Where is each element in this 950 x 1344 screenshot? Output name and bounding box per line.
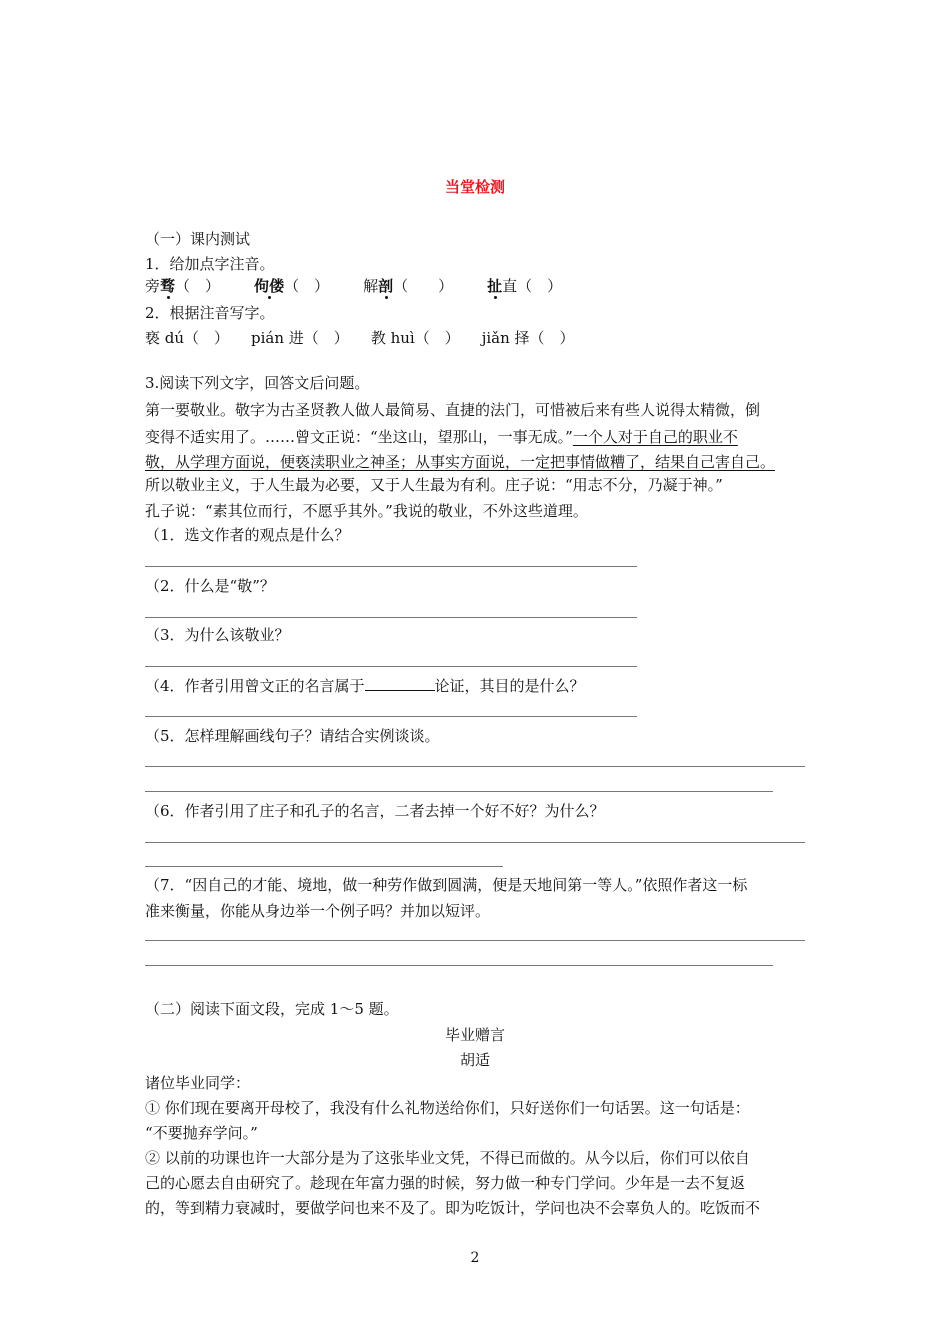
passage-line-5: 孔子说：“素其位而行，不愿乎其外。”我说的敬业，不外这些道理。 — [145, 502, 588, 520]
q2-item-1: 亵 dú（ ） — [145, 329, 230, 347]
question-3: （3．为什么该敬业？ — [145, 626, 290, 644]
underlined-sentence-part-1: 一个人对于自己的职业不 — [572, 428, 738, 446]
q1-item-1: 旁骛（ ） — [145, 277, 221, 295]
q2-item-4: jiǎn 择（ ） — [481, 329, 575, 347]
answer-line[interactable] — [145, 791, 773, 792]
answer-line[interactable] — [145, 566, 637, 567]
paragraph-1-line-2: “不要抛弃学问。” — [145, 1124, 258, 1142]
paragraph-2-line-3: 的，等到精力衰减时，要做学问也来不及了。即为吃饭计，学问也决不会辜负人的。吃饭而不 — [145, 1199, 761, 1217]
answer-line[interactable] — [145, 617, 637, 618]
q2-label: 2．根据注音写字。 — [145, 304, 275, 322]
question-1: （1．选文作者的观点是什么？ — [145, 526, 350, 544]
question-7-line-2: 准来衡量，你能从身边举一个例子吗？并加以短评。 — [145, 902, 491, 920]
passage-line-4: 所以敬业主义，于人生最为必要，又于人生最为有利。庄子说：“用志不分，乃凝于神。” — [145, 476, 723, 494]
answer-line[interactable] — [145, 842, 805, 843]
q1-label: 1．给加点字注音。 — [145, 255, 275, 273]
paragraph-2-line-2: 己的心愿去自由研究了。趁现在年富力强的时候，努力做一种专门学问。少年是一去不复返 — [145, 1174, 746, 1192]
q1-items — [145, 276, 562, 296]
q2-items — [145, 328, 575, 348]
paragraph-1-line-1: ① 你们现在要离开母校了，我没有什么礼物送给你们，只好送你们一句话罢。这一句话是： — [145, 1099, 750, 1117]
q3-label: 3.阅读下列文字，回答文后问题。 — [145, 374, 370, 392]
passage-line-1: 第一要敬业。敬字为古圣贤教人做人最简易、直捷的法门，可惜被后来有些人说得太精微，倒 — [145, 401, 761, 419]
passage-line-2: 变得不适实用了。……曾文正说：“坐这山，望那山，一事无成。”一个人对于自己的职业不 — [145, 428, 738, 446]
q2-item-3: 教 huì（ ） — [370, 329, 460, 347]
paragraph-2-line-1: ② 以前的功课也许一大部分是为了这张毕业文凭，不得已而做的。从今以后，你们可以依自 — [145, 1149, 750, 1167]
q1-item-4: 扯直（ ） — [487, 277, 563, 295]
page-title: 当堂检测 — [444, 178, 505, 196]
fill-in-blank[interactable] — [365, 676, 435, 691]
section1-heading: （一）课内测试 — [145, 230, 251, 248]
question-5: （5．怎样理解画线句子？请结合实例谈谈。 — [145, 727, 440, 745]
answer-line[interactable] — [145, 866, 503, 867]
answer-line[interactable] — [145, 965, 773, 966]
paragraph-greeting: 诸位毕业同学： — [145, 1074, 251, 1092]
underlined-sentence-part-2: 敬，从学理方面说，便亵渎职业之神圣；从事实方面说，一定把事情做糟了，结果自己害自己。 — [145, 453, 776, 471]
question-4: （4．作者引用曾文正的名言属于 论证，其目的是什么？ — [145, 677, 585, 695]
question-6: （6．作者引用了庄子和孔子的名言，二者去掉一个好不好？为什么？ — [145, 802, 605, 820]
answer-line[interactable] — [145, 716, 637, 717]
page-number: 2 — [470, 1250, 480, 1266]
question-7-line-1: （7．“因自己的才能、境地，做一种劳作做到圆满，便是天地间第一等人。”依照作者这一标 — [145, 876, 748, 894]
section2-heading: （二）阅读下面文段，完成 1～5 题。 — [145, 1000, 399, 1018]
q1-item-3: 解剖（ ） — [363, 277, 454, 295]
answer-line[interactable] — [145, 766, 805, 767]
passage-line-3 — [145, 452, 775, 472]
answer-line[interactable] — [145, 666, 637, 667]
q2-item-2: pián 进（ ） — [251, 329, 349, 347]
answer-line[interactable] — [145, 940, 805, 941]
question-2: （2．什么是“敬”？ — [145, 577, 275, 595]
article-author: 胡适 — [459, 1051, 490, 1069]
article-title: 毕业赠言 — [444, 1026, 505, 1044]
q1-item-2: 佝偻（ ） — [254, 277, 330, 295]
